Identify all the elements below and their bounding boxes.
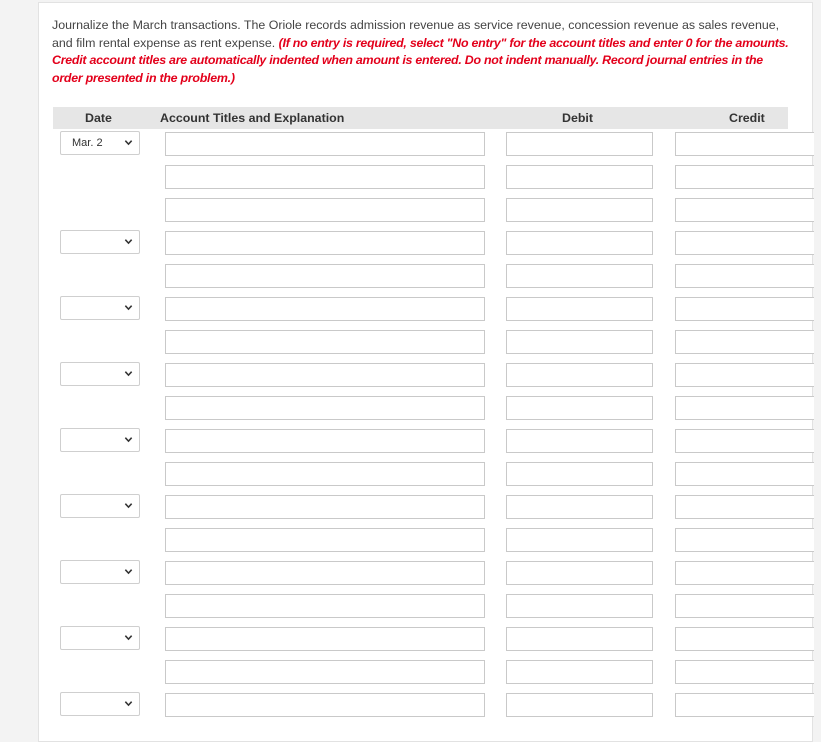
credit-input[interactable] xyxy=(675,198,814,222)
debit-input[interactable] xyxy=(506,396,653,420)
account-input[interactable] xyxy=(165,264,485,288)
chevron-down-icon xyxy=(124,435,133,444)
account-input[interactable] xyxy=(165,330,485,354)
debit-input[interactable] xyxy=(506,165,653,189)
account-input[interactable] xyxy=(165,462,485,486)
account-input[interactable] xyxy=(165,660,485,684)
date-select-value: Mar. 2 xyxy=(72,137,103,149)
credit-input[interactable] xyxy=(675,165,814,189)
date-select[interactable] xyxy=(60,296,140,320)
account-input[interactable] xyxy=(165,528,485,552)
account-input[interactable] xyxy=(165,231,485,255)
credit-input[interactable] xyxy=(675,693,814,717)
chevron-down-icon xyxy=(124,699,133,708)
credit-input[interactable] xyxy=(675,429,814,453)
account-input[interactable] xyxy=(165,561,485,585)
chevron-down-icon xyxy=(124,369,133,378)
chevron-down-icon xyxy=(124,501,133,510)
chevron-down-icon xyxy=(124,567,133,576)
credit-input[interactable] xyxy=(675,627,814,651)
account-input[interactable] xyxy=(165,627,485,651)
account-input[interactable] xyxy=(165,363,485,387)
credit-input[interactable] xyxy=(675,594,814,618)
header-date: Date xyxy=(85,111,112,125)
date-select[interactable] xyxy=(60,692,140,716)
account-input[interactable] xyxy=(165,132,485,156)
credit-input[interactable] xyxy=(675,297,814,321)
credit-input[interactable] xyxy=(675,264,814,288)
instructions-text: Journalize the March transactions. The Oriole records admission revenue as service revenue, concession revenue as sales revenue, and film rental expense as rent expense. xyxy=(52,18,780,50)
credit-input[interactable] xyxy=(675,396,814,420)
credit-input[interactable] xyxy=(675,231,814,255)
account-input[interactable] xyxy=(165,495,485,519)
chevron-down-icon xyxy=(124,633,133,642)
debit-input[interactable] xyxy=(506,231,653,255)
debit-input[interactable] xyxy=(506,429,653,453)
credit-input[interactable] xyxy=(675,528,814,552)
debit-input[interactable] xyxy=(506,198,653,222)
account-input[interactable] xyxy=(165,396,485,420)
credit-input[interactable] xyxy=(675,495,814,519)
header-account: Account Titles and Explanation xyxy=(160,111,345,125)
date-select[interactable] xyxy=(60,131,140,155)
instructions xyxy=(52,17,792,87)
account-input[interactable] xyxy=(165,594,485,618)
date-select[interactable] xyxy=(60,362,140,386)
date-select[interactable] xyxy=(60,428,140,452)
debit-input[interactable] xyxy=(506,462,653,486)
debit-input[interactable] xyxy=(506,693,653,717)
debit-input[interactable] xyxy=(506,561,653,585)
debit-input[interactable] xyxy=(506,330,653,354)
journal-table-header xyxy=(53,107,788,129)
header-credit: Credit xyxy=(729,111,765,125)
header-debit: Debit xyxy=(562,111,593,125)
debit-input[interactable] xyxy=(506,363,653,387)
credit-input[interactable] xyxy=(675,462,814,486)
debit-input[interactable] xyxy=(506,660,653,684)
account-input[interactable] xyxy=(165,165,485,189)
debit-input[interactable] xyxy=(506,264,653,288)
credit-input[interactable] xyxy=(675,363,814,387)
chevron-down-icon xyxy=(124,237,133,246)
credit-input[interactable] xyxy=(675,660,814,684)
debit-input[interactable] xyxy=(506,627,653,651)
debit-input[interactable] xyxy=(506,297,653,321)
account-input[interactable] xyxy=(165,429,485,453)
date-select[interactable] xyxy=(60,494,140,518)
account-input[interactable] xyxy=(165,297,485,321)
instructions-warning: (If no entry is required, select "No entry" for the account titles and enter 0 for the amounts. Credit account titles are automatically indented when amount is entered. Do not indent manually. Record journal entries in the order presented in the problem.) xyxy=(52,35,789,85)
debit-input[interactable] xyxy=(506,528,653,552)
question-card xyxy=(38,2,813,742)
credit-input[interactable] xyxy=(675,132,814,156)
debit-input[interactable] xyxy=(506,594,653,618)
credit-input[interactable] xyxy=(675,330,814,354)
account-input[interactable] xyxy=(165,198,485,222)
date-select[interactable] xyxy=(60,230,140,254)
account-input[interactable] xyxy=(165,693,485,717)
credit-input[interactable] xyxy=(675,561,814,585)
chevron-down-icon xyxy=(124,303,133,312)
date-select[interactable] xyxy=(60,560,140,584)
debit-input[interactable] xyxy=(506,132,653,156)
debit-input[interactable] xyxy=(506,495,653,519)
chevron-down-icon xyxy=(124,138,133,147)
date-select[interactable] xyxy=(60,626,140,650)
